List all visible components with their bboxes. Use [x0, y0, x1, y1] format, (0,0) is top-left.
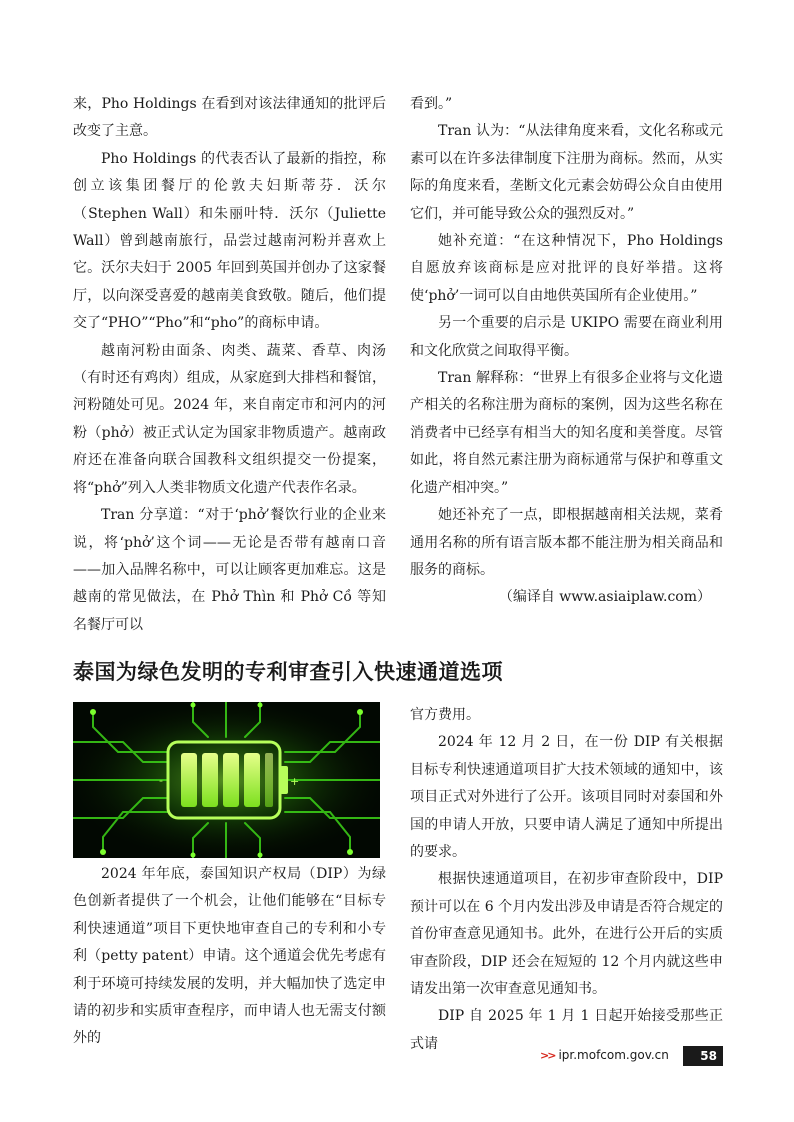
second-article-left-column	[73, 861, 386, 1053]
paragraph: Tran 解释称：“世界上有很多企业将与文化遗产相关的名称注册为商标的案例，因为这些名称在消费者中已经享有相当大的知名度和美誉度。尽管如此，将自然元素注册为商标通常与保护和尊重文化遗产相冲突。”	[410, 370, 723, 496]
top-article-left-column	[73, 91, 386, 639]
page-number: 58	[683, 1046, 723, 1066]
article-title: 泰国为绿色发明的专利审查引入快速通道选项	[73, 660, 503, 684]
green-battery-circuit-icon	[73, 702, 380, 858]
paragraph: Tran 认为：“从法律角度来看，文化名称或元素可以在许多法律制度下注册为商标。然而，从实际的角度来看，垄断文化元素会妨碍公众自由使用它们，并可能导致公众的强烈反对。”	[410, 123, 723, 222]
paragraph: 看到。”	[410, 96, 453, 112]
double-chevron-right-icon: >>	[540, 1048, 555, 1062]
paragraph: 官方费用。	[410, 707, 480, 723]
top-article-right-column	[410, 91, 723, 612]
paragraph: 她补充道：“在这种情况下，Pho Holdings 自愿放弃该商标是应对批评的良好举措。这将使‘phở’一词可以自由地供英国所有企业使用。”	[410, 233, 723, 304]
paragraph: DIP 自 2025 年 1 月 1 日起开始接受那些正式请	[410, 1008, 723, 1052]
paragraph: 越南河粉由面条、肉类、蔬菜、香草、肉汤（有时还有鸡肉）组成，从家庭到大排档和餐馆，河粉随处可见。2024 年，来自南定市和河内的河粉（phở）被正式认定为国家非物质遗产。越南政府还在准备向联合国教科文组织提交一份提案，将“phở”列入人类非物质文化遗产代表作名录。	[73, 342, 386, 496]
source-credit: （编译自 www.asiaiplaw.com）	[498, 589, 711, 606]
paragraph: Tran 分享道：“对于‘phở’餐饮行业的企业来说，将‘phở’这个词——无论是否带有越南口音——加入品牌名称中，可以让顾客更加难忘。这是越南的常见做法，在 Phở Thìn 和 Phở Cồ 等知名餐厅可以	[73, 507, 386, 633]
svg-text:-: -	[159, 774, 163, 787]
paragraph: 根据快速通道项目，在初步审查阶段中，DIP 预计可以在 6 个月内发出涉及申请是否符合规定的首份审查意见通知书。此外，在进行公开后的实质审查阶段，DIP 还会在短短的 12 个月内就这些申请发出第一次审查意见通知书。	[410, 871, 723, 998]
paragraph: Pho Holdings 的代表否认了最新的指控，称创立该集团餐厅的伦敦夫妇斯蒂芬．沃尔（Stephen Wall）和朱丽叶特．沃尔（Juliette Wall）曾到越南旅行，品尝过越南河粉并喜欢上它。沃尔夫妇于 2005 年回到英国并创办了这家餐厅，以向深受喜爱的越南美食致敬。随后，他们提交了“PHO”“Pho”和“pho”的商标申请。	[73, 150, 386, 332]
svg-text:+: +	[290, 775, 300, 788]
paragraph: 来，Pho Holdings 在看到对该法律通知的批评后改变了主意。	[73, 96, 386, 140]
paragraph: 她还补充了一点，即根据越南相关法规，菜肴通用名称的所有语言版本都不能注册为相关商品和服务的商标。	[410, 507, 723, 578]
footer-site-url[interactable]: ipr.mofcom.gov.cn	[558, 1048, 669, 1062]
paragraph: 2024 年年底，泰国知识产权局（DIP）为绿色创新者提供了一个机会，让他们能够在“目标专利快速通道”项目下更快地审查自己的专利和小专利（petty patent）申请。这个通道会优先考虑有利于环境可持续发展的发明，并大幅加快了选定申请的初步和实质审查程序，而申请人也无需支付额外的	[73, 866, 386, 1047]
footer-site	[540, 1048, 669, 1062]
paragraph: 2024 年 12 月 2 日，在一份 DIP 有关根据目标专利快速通道项目扩大技术领域的通知中，该项目正式对外进行了公开。该项目同时对泰国和外国的申请人开放，只要申请人满足了通知中所提出的要求。	[410, 734, 723, 861]
paragraph: 另一个重要的启示是 UKIPO 需要在商业利用和文化欣赏之间取得平衡。	[410, 315, 723, 359]
second-article-right-column	[410, 702, 723, 1058]
